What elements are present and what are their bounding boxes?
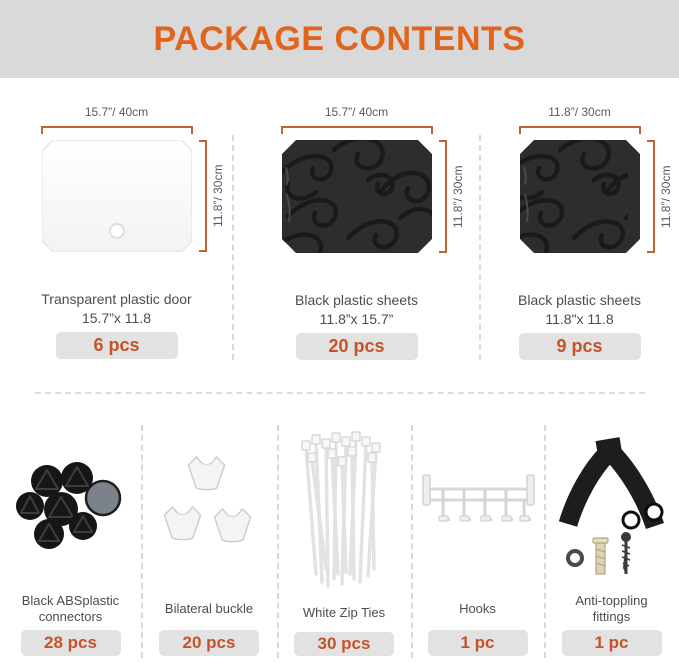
height-dimension-label: 11.8”/ 30cm: [450, 165, 465, 228]
connectors-image: [15, 455, 127, 555]
package-item-sheet-square: [480, 104, 679, 360]
item-size: 11.8"x 11.8: [545, 311, 614, 327]
package-item-door: [0, 104, 233, 359]
item-name: Black plastic sheets: [295, 292, 418, 308]
item-size: 15.7”x 11.8: [81, 310, 151, 326]
quantity-badge: 9 pcs: [519, 333, 641, 360]
item-name: Transparent plastic door: [41, 291, 192, 307]
item-size: 11.8”x 15.7”: [319, 311, 394, 327]
wall-anchor: [593, 538, 608, 574]
zip-ties-image: [288, 424, 400, 596]
divider-horizontal: [35, 392, 645, 394]
package-item-zipties: [277, 420, 411, 660]
item-name: Anti-toppling fittings: [575, 593, 648, 624]
height-dimension-bracket: [199, 140, 207, 252]
height-dimension-label: 11.8”/ 30cm: [658, 165, 673, 228]
height-dimension-bracket: [647, 140, 655, 253]
package-item-buckle: [141, 420, 277, 660]
width-dimension-label: 15.7”/ 40cm: [84, 105, 149, 119]
width-dimension-label: 11.8”/ 30cm: [548, 105, 611, 119]
width-dimension-label: 15.7”/ 40cm: [324, 105, 389, 119]
anti-toppling-image: [553, 428, 671, 588]
door-handle-hole: [110, 224, 124, 238]
grommet: [623, 512, 639, 528]
page-title: PACKAGE CONTENTS: [153, 19, 526, 58]
item-name: Black plastic sheets: [518, 292, 641, 308]
hooks-image: [416, 465, 540, 545]
width-dimension-bracket: [41, 126, 193, 134]
item-name: Bilateral buckle: [164, 601, 254, 616]
quantity-badge: 28 pcs: [21, 630, 121, 656]
grommet: [646, 504, 662, 520]
height-dimension-bracket: [439, 140, 447, 253]
transparent-door-image: [42, 140, 192, 252]
item-name: White Zip Ties: [302, 605, 386, 621]
quantity-badge: 20 pcs: [296, 333, 418, 360]
item-name: Black ABSplastic connectors: [21, 593, 120, 624]
screw: [621, 532, 631, 574]
width-dimension-bracket: [519, 126, 641, 134]
quantity-badge: 6 pcs: [56, 332, 178, 359]
buckles-image: [154, 450, 264, 560]
item-name: Hooks: [459, 601, 496, 616]
black-sheet-large-image: [282, 140, 432, 253]
height-dimension-label: 11.8”/ 30cm: [210, 164, 225, 228]
quantity-badge: 1 pc: [428, 630, 528, 656]
package-item-connectors: [0, 420, 141, 660]
header: [0, 0, 679, 78]
quantity-badge: 30 pcs: [294, 632, 394, 656]
quantity-badge: 20 pcs: [159, 630, 259, 656]
washer: [568, 551, 582, 565]
width-dimension-bracket: [281, 126, 433, 134]
package-item-antitoppling: [544, 420, 679, 660]
quantity-badge: 1 pc: [562, 630, 662, 656]
package-item-hooks: [411, 420, 544, 660]
package-item-sheet-large: [233, 104, 480, 360]
black-sheet-square-image: [520, 140, 640, 253]
